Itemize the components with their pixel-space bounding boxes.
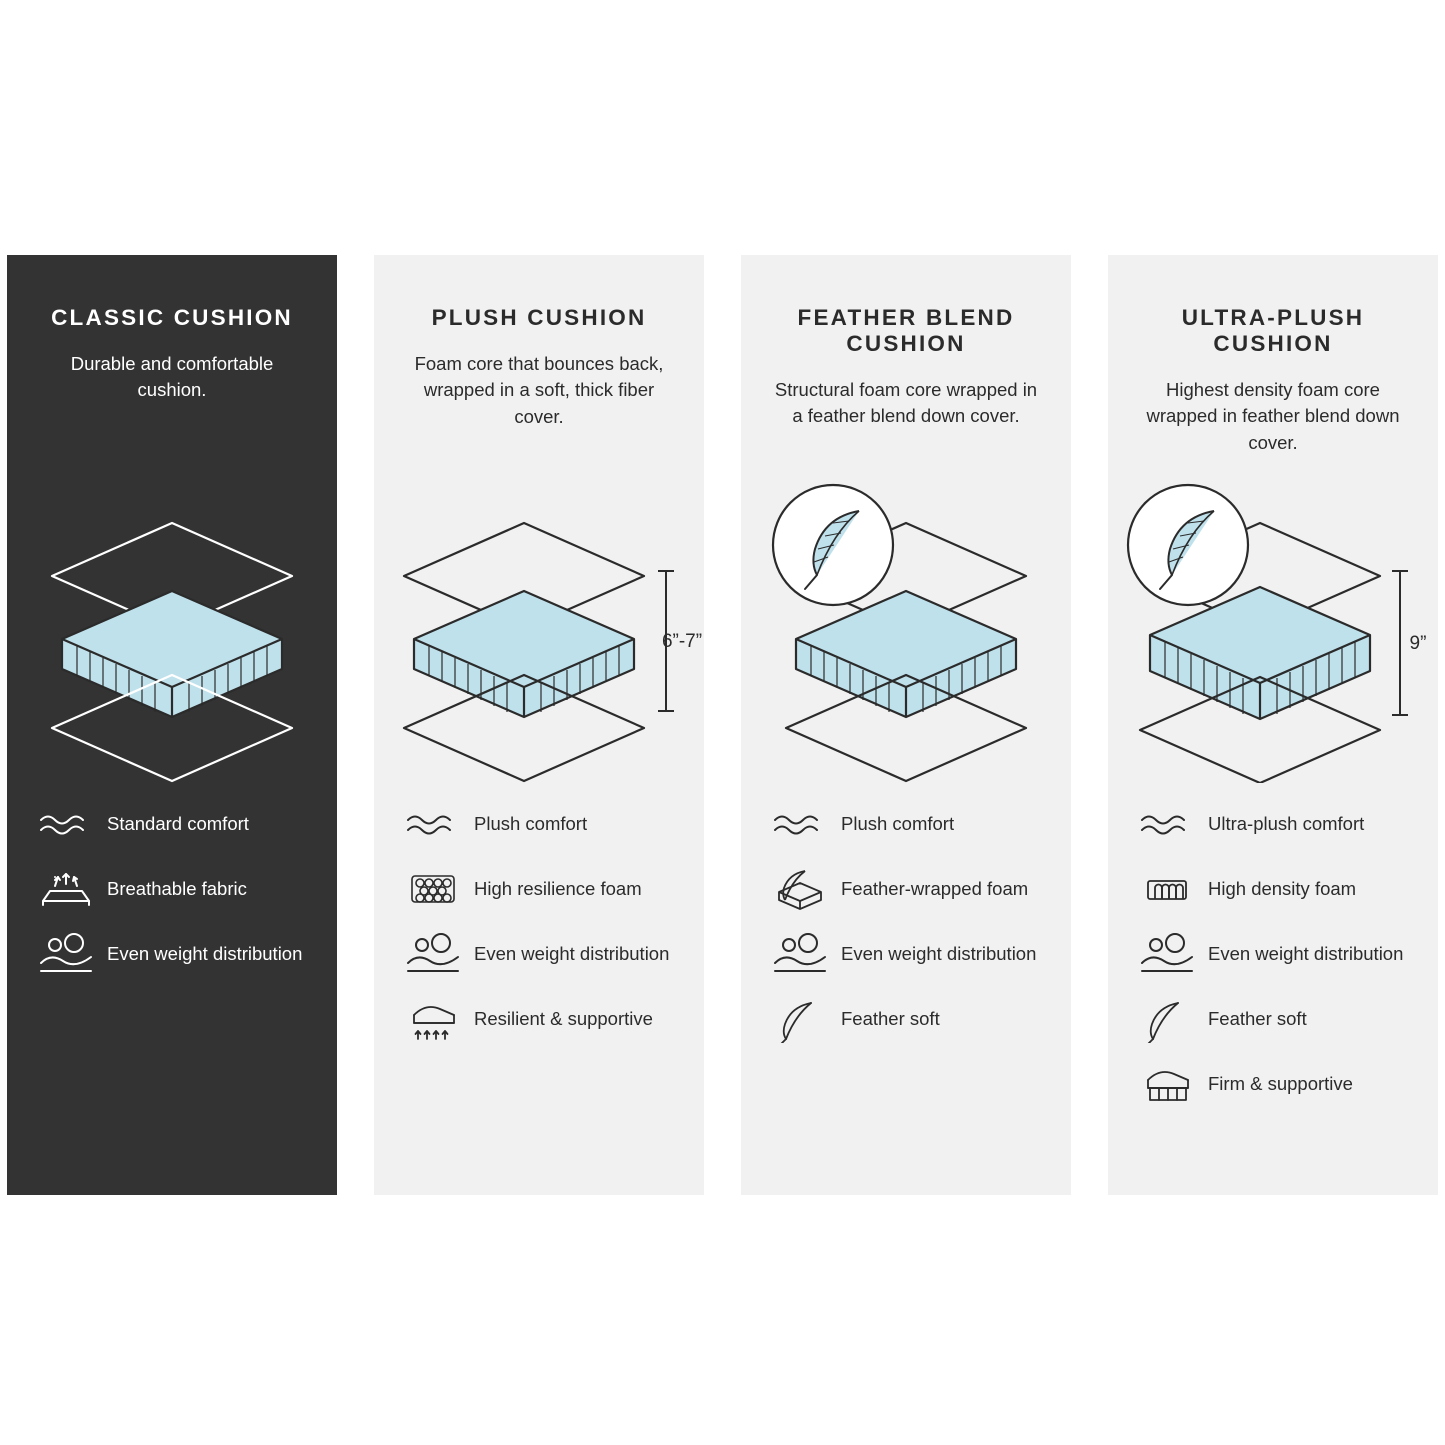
feature-list bbox=[1136, 800, 1421, 1125]
wave-icon bbox=[1136, 807, 1198, 841]
feature-label: Feather soft bbox=[1208, 1008, 1307, 1030]
feature-item bbox=[35, 865, 320, 913]
feature-item bbox=[35, 800, 320, 848]
weight-distribution-icon bbox=[402, 931, 464, 977]
cushion-layers-illustration bbox=[7, 483, 337, 783]
feature-item bbox=[402, 800, 687, 848]
feature-item bbox=[769, 865, 1054, 913]
weight-distribution-icon bbox=[35, 931, 97, 977]
weight-distribution-icon bbox=[1136, 931, 1198, 977]
feature-label: Even weight distribution bbox=[107, 943, 303, 965]
feature-list bbox=[769, 800, 1054, 1060]
feature-item bbox=[402, 995, 687, 1043]
density-foam-icon bbox=[1136, 869, 1198, 909]
feather-badge-icon bbox=[1128, 485, 1248, 605]
feature-label: Firm & supportive bbox=[1208, 1073, 1353, 1095]
feature-item bbox=[769, 995, 1054, 1043]
wave-icon bbox=[769, 807, 831, 841]
firm-support-icon bbox=[1136, 1062, 1198, 1106]
feature-item bbox=[1136, 995, 1421, 1043]
feather-wrapped-foam-icon bbox=[769, 865, 831, 913]
feature-item bbox=[35, 930, 320, 978]
feather-icon bbox=[1136, 995, 1198, 1043]
feature-item bbox=[1136, 800, 1421, 848]
feature-label: Resilient & supportive bbox=[474, 1008, 653, 1030]
honeycomb-foam-icon bbox=[402, 866, 464, 912]
feature-label: Plush comfort bbox=[474, 813, 588, 835]
cushion-card-ultra-plush-cushion bbox=[1108, 255, 1438, 1195]
feature-label: Ultra-plush comfort bbox=[1208, 813, 1365, 835]
resilient-support-icon bbox=[402, 995, 464, 1043]
feature-item bbox=[1136, 1060, 1421, 1108]
feature-item bbox=[1136, 865, 1421, 913]
card-title: ULTRA-PLUSH CUSHION bbox=[1181, 305, 1365, 357]
cushion-card-feather-blend-cushion bbox=[741, 255, 1071, 1195]
feature-item bbox=[1136, 930, 1421, 978]
card-title: CLASSIC CUSHION bbox=[51, 305, 293, 330]
feature-label: High resilience foam bbox=[474, 878, 642, 900]
card-description: Durable and comfortable cushion. bbox=[70, 353, 274, 401]
height-label: 6”-7” bbox=[661, 631, 703, 652]
feature-list bbox=[35, 800, 320, 995]
feature-list bbox=[402, 800, 687, 1060]
cushion-card-classic-cushion bbox=[7, 255, 337, 1195]
weight-distribution-icon bbox=[769, 931, 831, 977]
height-label: 9” bbox=[1409, 633, 1427, 654]
feature-label: Feather soft bbox=[841, 1008, 940, 1030]
feature-item bbox=[769, 800, 1054, 848]
feature-item bbox=[402, 865, 687, 913]
breathable-fabric-icon bbox=[35, 867, 97, 911]
card-title: PLUSH CUSHION bbox=[431, 305, 647, 330]
feature-label: High density foam bbox=[1208, 878, 1357, 900]
cushion-layers-illustration bbox=[374, 483, 704, 783]
cushion-card-plush-cushion bbox=[374, 255, 704, 1195]
wave-icon bbox=[35, 807, 97, 841]
cushion-layers-illustration bbox=[741, 483, 1071, 783]
feature-label: Breathable fabric bbox=[107, 878, 247, 900]
feature-label: Even weight distribution bbox=[1208, 943, 1404, 965]
feature-label: Plush comfort bbox=[841, 813, 955, 835]
cushion-layers-illustration bbox=[1108, 483, 1438, 783]
feather-badge-icon bbox=[773, 485, 893, 605]
feature-label: Even weight distribution bbox=[474, 943, 670, 965]
card-description: Foam core that bounces back, wrapped in a soft, thick fiber cover. bbox=[414, 353, 664, 427]
wave-icon bbox=[402, 807, 464, 841]
feature-label: Standard comfort bbox=[107, 813, 249, 835]
card-description: Structural foam core wrapped in a feather blend down cover. bbox=[774, 379, 1038, 427]
card-title: FEATHER BLEND CUSHION bbox=[797, 305, 1015, 357]
feature-label: Even weight distribution bbox=[841, 943, 1037, 965]
feature-label: Feather-wrapped foam bbox=[841, 878, 1029, 900]
feature-item bbox=[402, 930, 687, 978]
feather-icon bbox=[769, 995, 831, 1043]
feature-item bbox=[769, 930, 1054, 978]
cushion-card-list bbox=[0, 255, 1445, 1195]
card-description: Highest density foam core wrapped in feather blend down cover. bbox=[1146, 379, 1400, 453]
